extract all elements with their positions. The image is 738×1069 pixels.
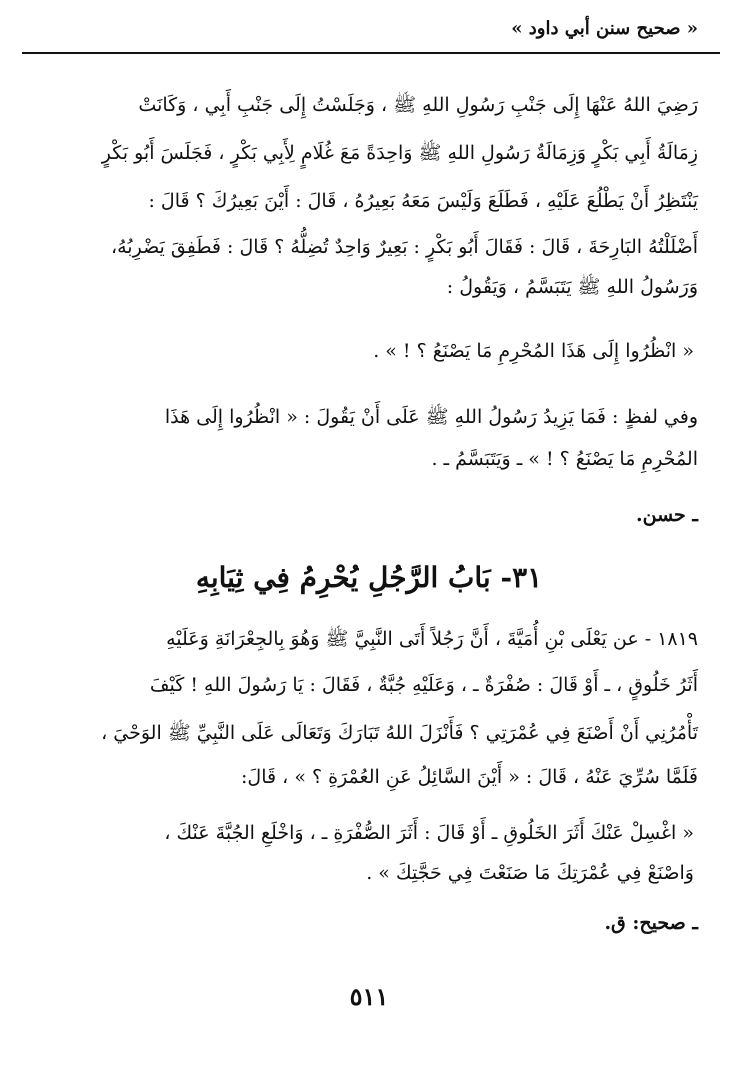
- text-line: رَضِيَ اللهُ عَنْهَا إِلَى جَنْبِ رَسُولِ اللهِ ﷺ ، وَجَلَسْتُ إِلَى جَنْبِ أَبِي ، وَكَانَتْ: [138, 94, 698, 116]
- hadith-grade: ـ حسن.: [636, 504, 698, 526]
- prophetic-quote: « انْظُرُوا إِلَى هَذَا المُحْرِمِ مَا يَصْنَعُ ؟ ! » .: [373, 340, 694, 362]
- header-divider: [22, 52, 720, 54]
- prophetic-quote: « اغْسِلْ عَنْكَ أَثَرَ الخَلُوقِ ـ أَوْ قَالَ : أَثَرَ الصُّفْرَةِ ـ ، وَاخْلَعِ الجُبَّةَ عَنْكَ ،: [164, 822, 694, 844]
- text-line: المُحْرِمِ مَا يَصْنَعُ ؟ ! » ـ وَيَتَبَسَّمُ ـ .: [431, 448, 698, 470]
- hadith-grade: ـ صحيح: ق.: [604, 912, 698, 934]
- hadith-line: فَلَمَّا سُرِّيَ عَنْهُ ، قَالَ : « أَيْنَ السَّائِلُ عَنِ العُمْرَةِ ؟ » ، قَالَ:: [241, 766, 698, 788]
- text-line: أَضْلَلْتُهُ البَارِحَةَ ، قَالَ : فَقَالَ أَبُو بَكْرٍ : بَعِيرٌ وَاحِدٌ تُضِلُّهُ ؟ قَالَ : فَطَفِقَ يَضْرِبُهُ،: [110, 236, 698, 258]
- hadith-line: تَأْمُرُنِي أَنْ أَصْنَعَ فِي عُمْرَتِي ؟ فَأَنْزَلَ اللهُ تَبَارَكَ وَتَعَالَى عَلَى النَّبِيِّ ﷺ الوَحْيَ ،: [101, 722, 698, 744]
- hadith-line: ١٨١٩ - عن يَعْلَى بْنِ أُمَيَّةَ ، أَنَّ رَجُلاً أَتَى النَّبِيَّ ﷺ وَهُوَ بِالجِعْرَانَةِ وَعَلَيْهِ: [166, 628, 698, 650]
- hadith-line: أَثَرُ خَلُوقٍ ، ـ أَوْ قَالَ : صُفْرَةٌ ـ ، وَعَلَيْهِ جُبَّةٌ ، فَقَالَ : يَا رَسُولَ اللهِ ! كَيْفَ: [149, 674, 698, 696]
- prophetic-quote: وَاصْنَعْ فِي عُمْرَتِكَ مَا صَنَعْتَ فِي حَجَّتِكَ » .: [366, 862, 694, 884]
- text-line: يَنْتَظِرُ أَنْ يَطْلُعَ عَلَيْهِ ، فَطَلَعَ وَلَيْسَ مَعَهُ بَعِيرُهُ ، قَالَ : أَيْنَ بَعِيرُكَ ؟ قَالَ :: [148, 190, 698, 212]
- text-line: وَرَسُولُ اللهِ ﷺ يَتَبَسَّمُ ، وَيَقُولُ :: [446, 276, 698, 298]
- text-line: وفي لفظٍ : فَمَا يَزِيدُ رَسُولُ اللهِ ﷺ عَلَى أَنْ يَقُولَ : « انْظُرُوا إِلَى هَذَا: [164, 406, 698, 428]
- chapter-title: ٣١- بَابُ الرَّجُلِ يُحْرِمُ فِي ثِيَابِهِ: [195, 561, 543, 594]
- running-header: « صحيح سنن أبي داود »: [511, 18, 698, 39]
- text-line: زِمَالَةُ أَبِي بَكْرٍ وَزِمَالَةُ رَسُولِ اللهِ ﷺ وَاحِدَةً مَعَ غُلَامٍ لِأَبِي بَكْرٍ ، فَجَلَسَ أَبُو بَكْرٍ: [101, 142, 698, 164]
- page-number: ٥١١: [349, 982, 389, 1011]
